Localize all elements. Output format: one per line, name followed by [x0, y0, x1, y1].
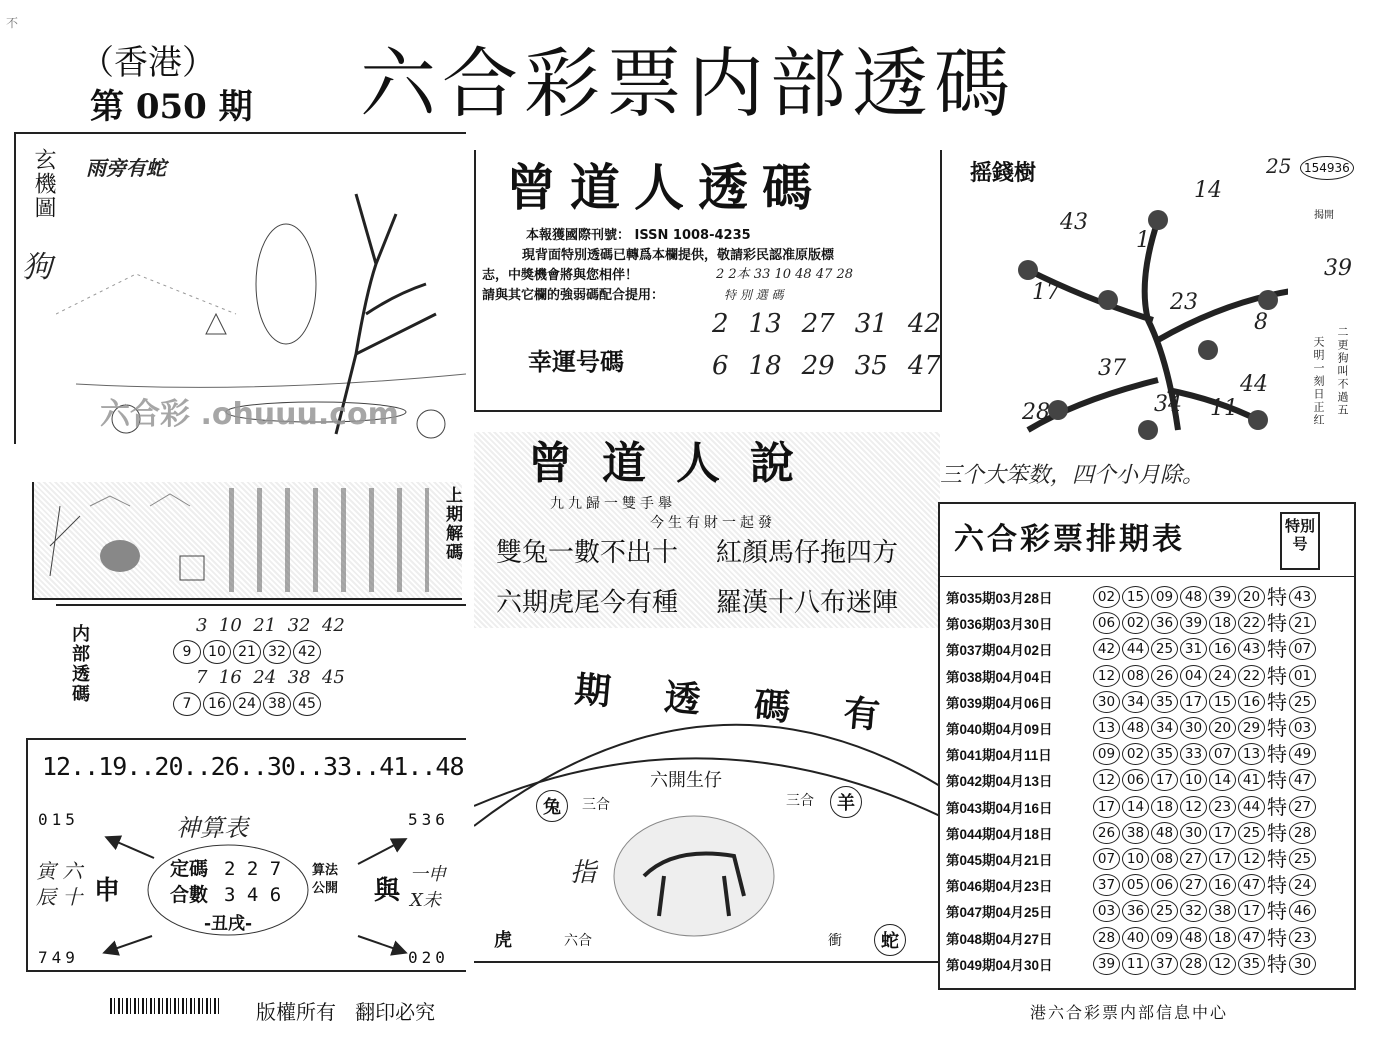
- decode-text-columns: [229, 488, 429, 592]
- special-ball: 43: [1289, 586, 1316, 608]
- sanhe-left: 三合: [582, 797, 610, 813]
- number-ball: 9: [173, 640, 201, 664]
- number-ball: 35: [1151, 691, 1178, 713]
- tree-number: 44: [1240, 372, 1268, 397]
- number-ball: 27: [1180, 874, 1207, 896]
- zeng-tou-title: 曾道人透碼: [506, 158, 826, 217]
- special-marker: 特: [1267, 742, 1287, 767]
- notice-3: 請與其它欄的強弱碼配合提用：: [482, 288, 665, 303]
- number-ball: 05: [1122, 874, 1149, 896]
- number-ball: 37: [1151, 953, 1178, 975]
- number-ball: 45: [293, 692, 321, 716]
- number-ball: 41: [1238, 769, 1265, 791]
- special-marker: 特: [1267, 820, 1287, 845]
- number-ball: 43: [1238, 638, 1265, 660]
- verse-1a: 雙兔一數不出十: [496, 538, 679, 568]
- number-ball: 24: [233, 692, 261, 716]
- number-ball: 13: [1093, 717, 1120, 739]
- row-label: 第036期03月30日: [946, 617, 1053, 633]
- tree-number: 39: [1324, 256, 1352, 281]
- number-ball: 17: [1209, 848, 1236, 870]
- inner-panel: [56, 604, 466, 724]
- open-label: 揭開: [1314, 210, 1334, 221]
- special-ball: 25: [1289, 848, 1316, 870]
- left-char: 申: [94, 876, 121, 906]
- schedule-row: [946, 846, 1350, 872]
- zeng-say-title: 曾道人說: [528, 438, 824, 489]
- region-label: （香港）: [80, 43, 216, 83]
- number-ball: 07: [1209, 743, 1236, 765]
- lucky-number: 35: [854, 351, 888, 381]
- decode-drawing: [40, 486, 210, 586]
- tree-number: 34: [1154, 392, 1182, 417]
- number-ball: 13: [1238, 743, 1265, 765]
- period-panel: [474, 666, 940, 970]
- hand-tags: 特 別 選 碼: [724, 288, 784, 302]
- special-ball: 03: [1289, 717, 1316, 739]
- bl-zodiac: 虎: [494, 930, 512, 951]
- schedule-row: [946, 820, 1350, 846]
- number-ball: 17: [1180, 691, 1207, 713]
- number-ball: 12: [1238, 848, 1265, 870]
- schedule-row: [946, 715, 1350, 741]
- xuanji-answer: 狗: [22, 250, 52, 285]
- number-ball: 39: [1209, 586, 1236, 608]
- number-ball: 09: [1093, 743, 1120, 765]
- number-ball: 06: [1151, 874, 1178, 896]
- hand-row-1: 2 2本 33 10 48 47 28: [716, 267, 854, 282]
- schedule-row: [946, 924, 1350, 950]
- corner-tr: 536: [408, 810, 449, 829]
- number-ball: 16: [203, 692, 231, 716]
- special-label: 特別号: [1280, 512, 1320, 570]
- center-label: 六開生仔: [650, 770, 722, 791]
- point-label: 指: [570, 858, 597, 888]
- number-ball: 22: [1238, 612, 1265, 634]
- shensuan-panel: [26, 738, 466, 972]
- special-marker: 特: [1267, 663, 1287, 688]
- number-ball: 34: [1122, 691, 1149, 713]
- money-tree-panel: [940, 140, 1358, 490]
- xuanji-hint: 雨旁有蛇: [86, 156, 166, 180]
- row-label: 第038期04月04日: [946, 669, 1053, 685]
- number-ball: 08: [1151, 848, 1178, 870]
- number-ball: 12: [1093, 769, 1120, 791]
- corner-bl: 749: [38, 948, 79, 967]
- number-ball: 40: [1122, 927, 1149, 949]
- number-ball: 06: [1093, 612, 1120, 634]
- xuanji-label: 玄機圖: [31, 148, 56, 220]
- special-ball: 30: [1289, 953, 1316, 975]
- tree-bottom-text: 三个大笨数，四个小月除。: [940, 463, 1205, 488]
- number-ball: 08: [1122, 665, 1149, 687]
- he-value: 3 4 6: [224, 884, 282, 906]
- schedule-row: [946, 584, 1350, 610]
- special-marker: 特: [1267, 637, 1287, 662]
- schedule-row: [946, 898, 1350, 924]
- number-ball: 27: [1180, 848, 1207, 870]
- special-marker: 特: [1267, 689, 1287, 714]
- special-marker: 特: [1267, 925, 1287, 950]
- schedule-divider: [940, 576, 1354, 577]
- page-title: 六合彩票内部透碼: [360, 39, 1016, 128]
- copyright-text: 版權所有 翻印必究: [256, 1000, 436, 1024]
- number-ball: 38: [1209, 900, 1236, 922]
- inner-row-1: [172, 640, 322, 664]
- inner-label: 内部透碼: [69, 624, 90, 704]
- lucky-number: 27: [801, 309, 835, 339]
- number-ball: 35: [1238, 953, 1265, 975]
- ding-label: 定碼: [170, 858, 209, 880]
- number-ball: 31: [1180, 638, 1207, 660]
- schedule-row: [946, 689, 1350, 715]
- number-ball: 25: [1238, 822, 1265, 844]
- ticket-number: 154936: [1300, 156, 1354, 180]
- number-ball: 26: [1093, 822, 1120, 844]
- number-ball: 17: [1209, 822, 1236, 844]
- method-label: 算法公開: [312, 863, 339, 896]
- number-ball: 29: [1238, 717, 1265, 739]
- notice-2: 志，中獎機會將與您相伴！: [482, 268, 639, 283]
- number-ball: 17: [1093, 796, 1120, 818]
- corner-tl: 015: [38, 810, 79, 829]
- number-ball: 02: [1093, 586, 1120, 608]
- ding-value: 2 2 7: [224, 858, 282, 880]
- he-label: 合數: [170, 884, 209, 906]
- schedule-row: [946, 872, 1350, 898]
- tr-zodiac: 羊: [830, 786, 862, 818]
- tree-number: 14: [1194, 178, 1222, 203]
- number-ball: 18: [1209, 927, 1236, 949]
- tree-number: 1: [1136, 228, 1150, 253]
- number-ball: 42: [293, 640, 321, 664]
- inner-hand-row-1: 3 10 21 32 42: [196, 615, 345, 636]
- special-marker: 特: [1267, 846, 1287, 871]
- number-ball: 25: [1151, 900, 1178, 922]
- schedule-row: [946, 767, 1350, 793]
- number-ball: 30: [1180, 822, 1207, 844]
- verse-1b: 紅顏馬仔拖四方: [716, 538, 899, 568]
- number-ball: 28: [1093, 927, 1120, 949]
- watermark: 六合彩 .ohuuu.com: [100, 397, 399, 432]
- money-tree-title: 摇錢樹: [970, 160, 1037, 186]
- number-ball: 48: [1122, 717, 1149, 739]
- number-ball: 22: [1238, 665, 1265, 687]
- tree-number: 28: [1022, 400, 1050, 425]
- lucky-number: 42: [907, 309, 941, 339]
- number-ball: 26: [1151, 665, 1178, 687]
- tree-drawing: [56, 174, 466, 444]
- tree-number: 11: [1210, 396, 1238, 421]
- row-label: 第048期04月27日: [946, 931, 1053, 947]
- number-ball: 15: [1122, 586, 1149, 608]
- number-ball: 12: [1093, 665, 1120, 687]
- tree-number: 17: [1032, 280, 1060, 305]
- number-ball: 42: [1093, 638, 1120, 660]
- number-ball: 36: [1122, 900, 1149, 922]
- number-ball: 30: [1093, 691, 1120, 713]
- number-ball: 12: [1180, 796, 1207, 818]
- schedule-row: [946, 610, 1350, 636]
- hand-right: 一申 X未: [410, 864, 446, 911]
- zeng-say-sub-1: 九九歸一雙手舉: [550, 496, 676, 512]
- lucky-number: 6: [712, 351, 729, 381]
- side-text-2: 天明一刻日正红: [1312, 336, 1325, 427]
- issn-text: 本報獲國際刊號： ISSN 1008-4235: [526, 228, 751, 243]
- period-title: 期透碼有: [572, 668, 936, 742]
- number-ball: 16: [1209, 638, 1236, 660]
- special-ball: 28: [1289, 822, 1316, 844]
- row-label: 第041期04月11日: [946, 748, 1052, 764]
- row-label: 第039期04月06日: [946, 695, 1053, 711]
- number-ball: 16: [1209, 874, 1236, 896]
- number-ball: 11: [1122, 953, 1149, 975]
- tree-number: 23: [1170, 290, 1198, 315]
- row-label: 第040期04月09日: [946, 722, 1053, 738]
- row-label: 第044期04月18日: [946, 826, 1053, 842]
- number-ball: 17: [1238, 900, 1265, 922]
- number-ball: 18: [1151, 796, 1178, 818]
- corner-br: 020: [408, 948, 449, 967]
- special-ball: 27: [1289, 796, 1316, 818]
- row-label: 第037期04月02日: [946, 643, 1053, 659]
- number-ball: 02: [1122, 612, 1149, 634]
- number-ball: 06: [1122, 769, 1149, 791]
- schedule-row: [946, 741, 1350, 767]
- inner-hand-row-2: 7 16 24 38 45: [196, 667, 345, 688]
- zeng-say-panel: [474, 432, 940, 628]
- special-marker: 特: [1267, 951, 1287, 976]
- inner-row-2: [172, 692, 322, 716]
- br-zodiac: 蛇: [874, 924, 906, 956]
- verse-2a: 六期虎尾今有種: [496, 588, 679, 618]
- lucky-number: 47: [907, 351, 941, 381]
- special-marker: 特: [1267, 716, 1287, 741]
- barcode: [110, 998, 220, 1014]
- lucky-label: 幸運号碼: [528, 347, 624, 376]
- lucky-row-1: [712, 310, 941, 339]
- special-ball: 47: [1289, 769, 1316, 791]
- number-ball: 32: [263, 640, 291, 664]
- notice-1: 現背面特別透碼已轉爲本欄提供，敬請彩民認准原版標: [522, 248, 835, 263]
- number-ball: 39: [1180, 612, 1207, 634]
- prev-decode-label: 上期解碼: [442, 486, 462, 562]
- special-marker: 特: [1267, 873, 1287, 898]
- schedule-row: [946, 794, 1350, 820]
- prev-decode-panel: [32, 482, 462, 600]
- number-ball: 25: [1151, 638, 1178, 660]
- corner-mark: 不: [6, 16, 19, 30]
- shensuan-numbers: 12..19..20..26..30..33..41..48: [42, 752, 464, 781]
- lucky-number: 18: [748, 351, 782, 381]
- number-ball: 10: [1180, 769, 1207, 791]
- row-label: 第046期04月23日: [946, 879, 1053, 895]
- number-ball: 02: [1122, 743, 1149, 765]
- liuhe-label: 六合: [564, 933, 592, 949]
- special-marker: 特: [1267, 768, 1287, 793]
- verse-2b: 羅漢十八布迷陣: [716, 588, 899, 618]
- sanhe-right: 三合: [786, 793, 814, 809]
- number-ball: 16: [1238, 691, 1265, 713]
- number-ball: 15: [1209, 691, 1236, 713]
- number-ball: 44: [1238, 796, 1265, 818]
- number-ball: 10: [203, 640, 231, 664]
- schedule-title: 六合彩票排期表: [954, 522, 1185, 557]
- info-center: 港六合彩票内部信息中心: [1030, 1003, 1229, 1022]
- zodiac-label: -丑戌-: [204, 914, 253, 934]
- number-ball: 48: [1180, 927, 1207, 949]
- special-ball: 46: [1289, 900, 1316, 922]
- schedule-row: [946, 663, 1350, 689]
- lucky-number: 2: [712, 309, 729, 339]
- lucky-number: 29: [801, 351, 835, 381]
- number-ball: 39: [1093, 953, 1120, 975]
- number-ball: 48: [1180, 586, 1207, 608]
- row-label: 第043期04月16日: [946, 800, 1053, 816]
- row-label: 第035期03月28日: [946, 591, 1053, 607]
- number-ball: 48: [1151, 822, 1178, 844]
- number-ball: 04: [1180, 665, 1207, 687]
- side-text-1: 二更狗叫不過五: [1336, 326, 1349, 417]
- number-ball: 36: [1151, 612, 1178, 634]
- number-ball: 35: [1151, 743, 1178, 765]
- number-ball: 38: [263, 692, 291, 716]
- lucky-row-2: [712, 352, 941, 381]
- number-ball: 24: [1209, 665, 1236, 687]
- special-ball: 07: [1289, 638, 1316, 660]
- tree-number: 8: [1254, 310, 1268, 335]
- row-label: 第042期04月13日: [946, 774, 1053, 790]
- shensuan-title: 神算表: [176, 814, 248, 842]
- number-ball: 14: [1122, 796, 1149, 818]
- lucky-number: 13: [748, 309, 782, 339]
- number-ball: 33: [1180, 743, 1207, 765]
- number-ball: 30: [1180, 717, 1207, 739]
- special-marker: 特: [1267, 899, 1287, 924]
- special-ball: 24: [1289, 874, 1316, 896]
- number-ball: 09: [1151, 927, 1178, 949]
- issue-number: 第 050 期: [90, 87, 253, 127]
- number-ball: 07: [1093, 848, 1120, 870]
- schedule-row: [946, 951, 1350, 977]
- number-ball: 20: [1209, 717, 1236, 739]
- row-label: 第045期04月21日: [946, 852, 1053, 868]
- zeng-tou-panel: [474, 150, 942, 412]
- number-ball: 47: [1238, 927, 1265, 949]
- number-ball: 28: [1180, 953, 1207, 975]
- xuanji-panel: [14, 132, 466, 444]
- special-ball: 01: [1289, 665, 1316, 687]
- number-ball: 44: [1122, 638, 1149, 660]
- number-ball: 03: [1093, 900, 1120, 922]
- arrows: [28, 740, 468, 974]
- tree-number: 43: [1060, 210, 1088, 235]
- number-ball: 12: [1209, 953, 1236, 975]
- schedule-row: [946, 636, 1350, 662]
- number-ball: 10: [1122, 848, 1149, 870]
- special-ball: 23: [1289, 927, 1316, 949]
- number-ball: 18: [1209, 612, 1236, 634]
- schedule-rows: [946, 584, 1350, 977]
- number-ball: 47: [1238, 874, 1265, 896]
- number-ball: 20: [1238, 586, 1265, 608]
- special-ball: 21: [1289, 612, 1316, 634]
- number-ball: 14: [1209, 769, 1236, 791]
- special-marker: 特: [1267, 794, 1287, 819]
- number-ball: 38: [1122, 822, 1149, 844]
- number-ball: 37: [1093, 874, 1120, 896]
- chong-label: 衝: [828, 933, 842, 949]
- lucky-number: 31: [854, 309, 888, 339]
- number-ball: 21: [233, 640, 261, 664]
- hand-left: 寅 六 辰 十: [36, 859, 83, 909]
- zeng-say-sub-2: 今生有財一起發: [650, 515, 776, 531]
- special-marker: 特: [1267, 611, 1287, 636]
- number-ball: 17: [1151, 769, 1178, 791]
- number-ball: 7: [173, 692, 201, 716]
- special-ball: 49: [1289, 743, 1316, 765]
- special-marker: 特: [1267, 585, 1287, 610]
- schedule-panel: [938, 502, 1356, 990]
- tree-number: 37: [1098, 356, 1126, 381]
- number-ball: 23: [1209, 796, 1236, 818]
- row-label: 第049期04月30日: [946, 957, 1053, 973]
- number-ball: 09: [1151, 586, 1178, 608]
- special-ball: 25: [1289, 691, 1316, 713]
- tl-zodiac: 兔: [536, 790, 568, 822]
- right-char: 與: [374, 876, 401, 906]
- number-ball: 34: [1151, 717, 1178, 739]
- small-number: 25: [1266, 154, 1292, 178]
- number-ball: 32: [1180, 900, 1207, 922]
- row-label: 第047期04月25日: [946, 905, 1053, 921]
